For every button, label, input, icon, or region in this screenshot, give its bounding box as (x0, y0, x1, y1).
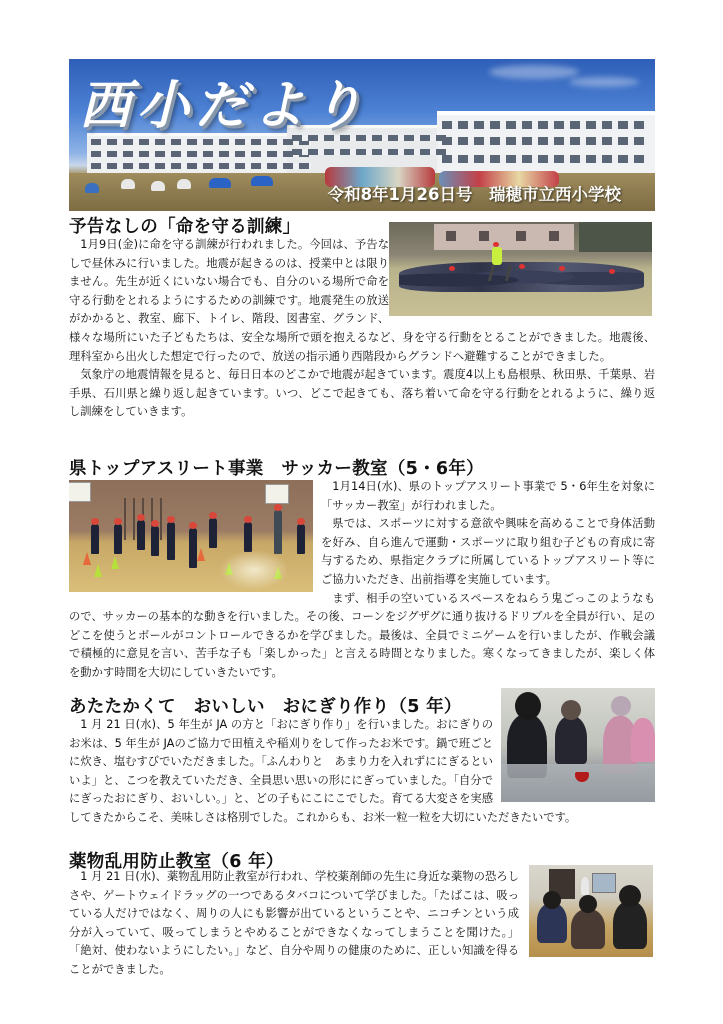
photo-spacer (389, 236, 655, 328)
article-2-body-paragraph-2: 県では、スポーツに対する意欲や興味を高めることで身体活動を好み、自ら進んで運動・スポーツに取り組む子どもの育成に寄与するため、県指定クラブに所属しているトップアスリート等にご協力いただき、出前指導を実施しています。 (321, 517, 655, 586)
article-3-body (69, 716, 655, 828)
article-4-body-paragraph-1: 1 月 21 日(水)、薬物乱用防止教室が行われ、学校薬剤師の先生に身近な薬物の恐ろしさや、ゲートウェイドラッグの一つであるタバコについて学びました。「たばこは、吸っている人だけではなく、周りの人にも影響が出ているということや、ニコチンという成分が入っていて、吸ってしまうとやめることができなくなってしまうことを聞けた。」「絶対、使わないようにしたい。」など、自分や周りの健康のために、正しい知識を得ることができました。 (69, 870, 519, 976)
article-1-body-paragraph-1: 1月9日(金)に命を守る訓練が行われました。今回は、予告なしで昼休みに行いました。地震が起きるのは、授業中とは限りません。先生が近くにいない場合でも、自分のいる場所で命を守る行動をとれるようにするための訓練です。地震発生の放送がかかると、教室、廊下、トイレ、階段、図書室、グランド、様々な場所にいた子どもたちは、安全な場所で頭を抱えるなど、身を守る行動をとることができました。地震後、理科室から出火した想定で行ったので、放送の指示通り西階段からグランドへ避難することができました。 (69, 238, 655, 363)
photo-spacer (69, 478, 321, 592)
cloud (489, 65, 579, 79)
article-2-body-paragraph-3: まず、相手の空いているスペースをねらう鬼ごっこのようなもので、サッカーの基本的な動きを行いました。その後、コーンをジグザグに通り抜けるドリブルを全員が行い、足のどこを使うとボールがコントロールできるかを学びました。最後は、全員でミニゲームを行いましたが、作戦会議で積極的に意見を言い、苦手な子も「楽しかった」と言える時間となりました。寒くなってきましたが、楽しく体を動かす時間を大切にしていきたいです。 (69, 591, 655, 679)
article-2-heading: 県トップアスリート事業 サッカー教室（5・6年） (69, 459, 484, 479)
article-1-body-paragraph-2: 気象庁の地震情報を見ると、毎日日本のどこかで地震が起きています。震度4以上も島根県、秋田県、千葉県、岩手県、石川県と繰り返し起きています。いつ、どこで起きても、落ち着いて命を守る行動をとれるように、繰り返し訓練をしていきます。 (69, 368, 655, 419)
article-2-body-paragraph-1: 1月14日(水)、県のトップアスリート事業で 5・6年生を対象に「サッカー教室」が行われました。 (321, 480, 655, 512)
article-4-body (69, 868, 655, 980)
photo-spacer (493, 716, 655, 792)
photo-spacer (519, 868, 655, 962)
article-1-heading: 予告なしの「命を守る訓練」 (69, 217, 301, 237)
article-2-body (69, 478, 655, 683)
tire (85, 183, 99, 193)
article-3-heading: あたたかくて おいしい おにぎり作り（5 年） (69, 697, 462, 717)
newsletter-title: 西小だより (79, 75, 370, 136)
cloud (569, 77, 639, 87)
article-1-body (69, 236, 655, 422)
header-banner (69, 59, 655, 211)
issue-date-and-school: 令和8年1月26日号 瑞穂市立西小学校 (327, 185, 621, 204)
article-4-heading: 薬物乱用防止教室（6 年） (69, 852, 284, 872)
article-3-body-paragraph-1: 1 月 21 日(水)、5 年生が JA の方と「おにぎり作り」を行いました。おにぎりのお米は、5 年生が JAのご協力で田植えや稲刈りをして作ったお米です。鍋で班ごとに炊き、塩むすびでいただきました。「ふんわりと あまり力を入れずににぎるといいよ」と、こつを教えていただき、全員思い思いの形ににぎっていました。「自分でにぎったおにぎり、おいしい。」と、どの子もにこにこでした。育てる大変さを実感してきたからこそ、美味しさは格別でした。これからも、お米一粒一粒を大切にいただきたいです。 (69, 718, 577, 824)
